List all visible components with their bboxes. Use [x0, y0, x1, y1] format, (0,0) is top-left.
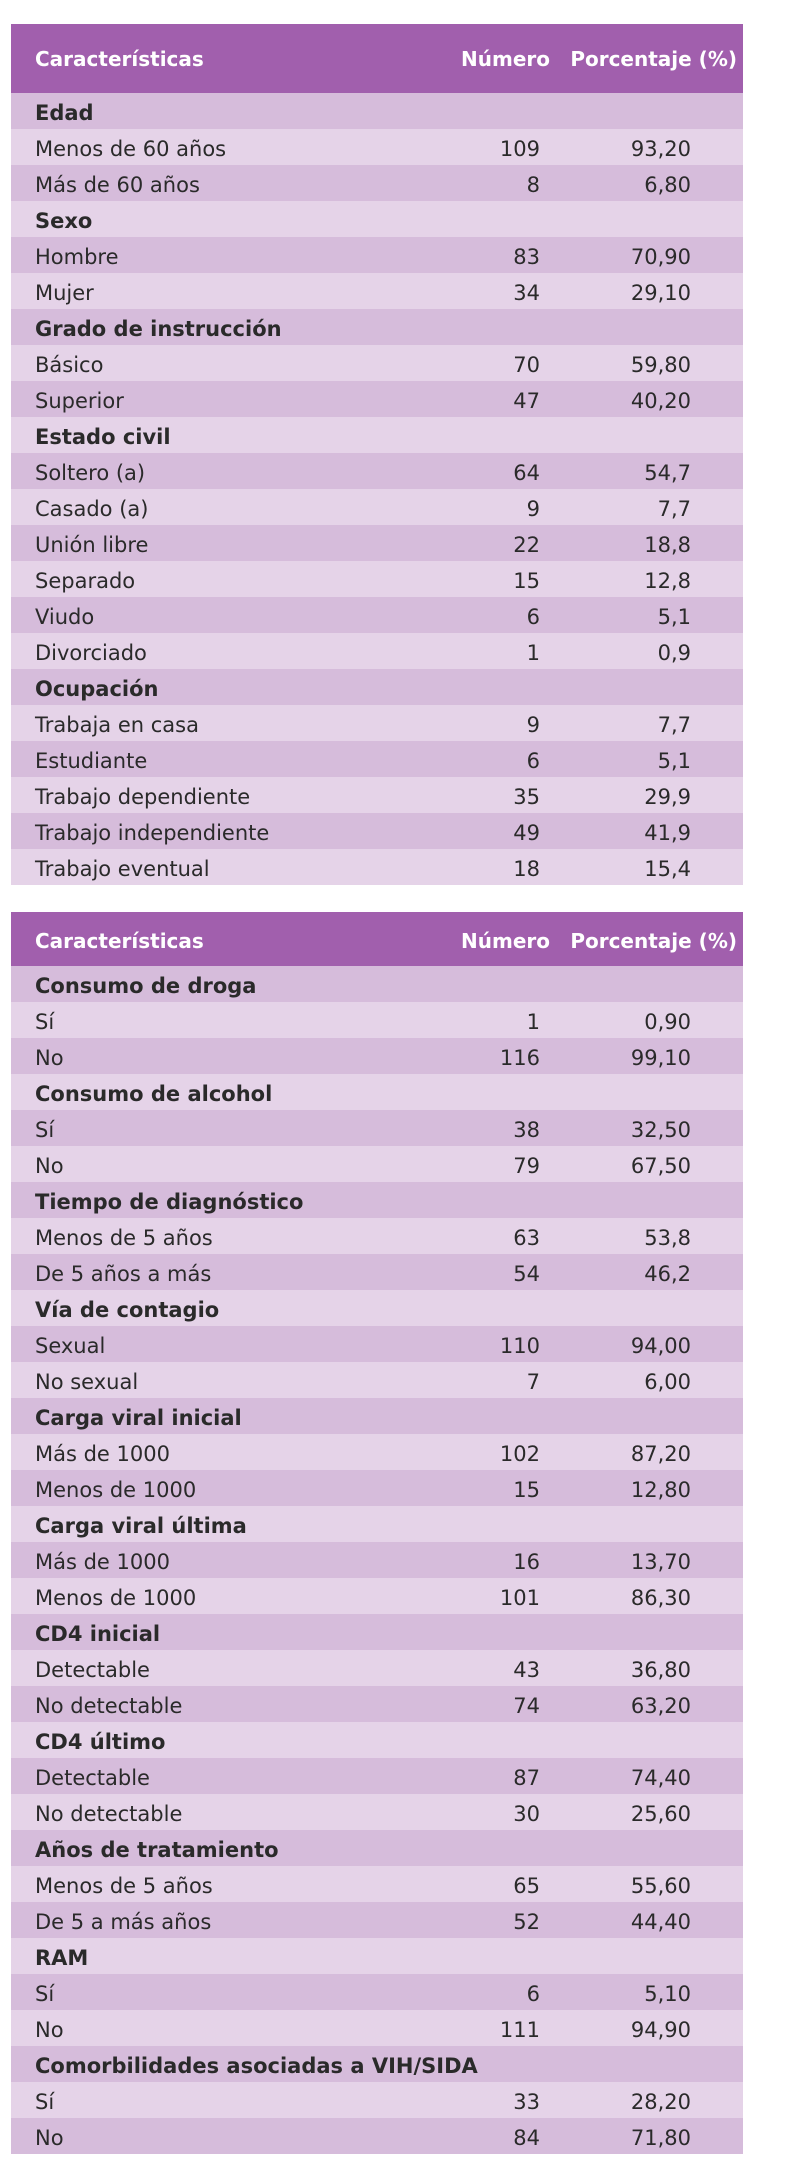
cell-percentage: 0,90 — [644, 1010, 691, 1034]
cell-number: 6 — [526, 1982, 540, 2006]
cell-number: 49 — [513, 821, 540, 845]
cell-percentage: 41,9 — [644, 821, 691, 845]
table-row — [11, 489, 743, 525]
cell-characteristic: No — [35, 2126, 64, 2150]
cell-number: 8 — [526, 173, 540, 197]
table-row — [11, 1650, 743, 1686]
cell-characteristic: Menos de 1000 — [35, 1586, 197, 1610]
cell-percentage: 36,80 — [630, 1658, 691, 1682]
cell-number: 6 — [526, 605, 540, 629]
cell-percentage: 12,8 — [644, 569, 691, 593]
table-row — [11, 165, 743, 201]
cell-percentage: 25,60 — [630, 1802, 691, 1826]
cell-percentage: 94,00 — [630, 1334, 691, 1358]
cell-characteristic: Carga viral inicial — [35, 1406, 242, 1430]
cell-characteristic: Detectable — [35, 1658, 150, 1682]
cell-characteristic: Sexual — [35, 1334, 106, 1358]
cell-percentage: 63,20 — [630, 1694, 691, 1718]
cell-percentage: 6,80 — [644, 173, 691, 197]
table-row — [11, 561, 743, 597]
cell-number: 6 — [526, 749, 540, 773]
table-row — [11, 597, 743, 633]
table-row — [11, 1866, 743, 1902]
table-row — [11, 1434, 743, 1470]
cell-characteristic: Soltero (a) — [35, 461, 146, 485]
cell-percentage: 13,70 — [630, 1550, 691, 1574]
table-row — [11, 345, 743, 381]
table-row — [11, 1578, 743, 1614]
cell-number: 1 — [526, 1010, 540, 1034]
cell-percentage: 40,20 — [630, 389, 691, 413]
cell-characteristic: Detectable — [35, 1766, 150, 1790]
cell-characteristic: Menos de 5 años — [35, 1226, 213, 1250]
cell-percentage: 86,30 — [630, 1586, 691, 1610]
cell-characteristic: No — [35, 1046, 64, 1070]
header-characteristics: Características — [35, 929, 204, 953]
cell-percentage: 94,90 — [630, 2018, 691, 2042]
cell-number: 109 — [499, 137, 540, 161]
table-row — [11, 1254, 743, 1290]
category-row — [11, 1506, 743, 1542]
cell-number: 116 — [499, 1046, 540, 1070]
cell-number: 34 — [513, 281, 540, 305]
cell-characteristic: Viudo — [35, 605, 95, 629]
category-row — [11, 201, 743, 237]
category-row — [11, 1398, 743, 1434]
cell-number: 64 — [513, 461, 540, 485]
table-row — [11, 1002, 743, 1038]
cell-number: 33 — [513, 2090, 540, 2114]
table-body — [11, 966, 743, 2154]
cell-percentage: 71,80 — [630, 2126, 691, 2150]
cell-characteristic: Menos de 60 años — [35, 137, 227, 161]
cell-percentage: 53,8 — [644, 1226, 691, 1250]
cell-characteristic: RAM — [35, 1946, 89, 1970]
cell-number: 18 — [513, 857, 540, 881]
cell-characteristic: CD4 inicial — [35, 1622, 161, 1646]
category-row — [11, 1614, 743, 1650]
cell-percentage: 87,20 — [630, 1442, 691, 1466]
cell-characteristic: Tiempo de diagnóstico — [35, 1190, 304, 1214]
cell-characteristic: Trabajo dependiente — [35, 785, 251, 809]
cell-percentage: 5,1 — [657, 605, 691, 629]
cell-percentage: 12,80 — [630, 1478, 691, 1502]
cell-characteristic: Más de 1000 — [35, 1442, 170, 1466]
cell-percentage: 18,8 — [644, 533, 691, 557]
cell-number: 16 — [513, 1550, 540, 1574]
table-row — [11, 777, 743, 813]
cell-number: 84 — [513, 2126, 540, 2150]
cell-characteristic: Sí — [35, 2090, 55, 2114]
cell-number: 7 — [526, 1370, 540, 1394]
cell-characteristic: Trabajo eventual — [35, 857, 210, 881]
cell-number: 30 — [513, 1802, 540, 1826]
table-body — [11, 93, 743, 885]
table-row — [11, 1686, 743, 1722]
cell-number: 110 — [499, 1334, 540, 1358]
cell-characteristic: Menos de 1000 — [35, 1478, 197, 1502]
cell-number: 22 — [513, 533, 540, 557]
cell-number: 9 — [526, 497, 540, 521]
table-row — [11, 1038, 743, 1074]
cell-percentage: 32,50 — [630, 1118, 691, 1142]
table-row — [11, 1218, 743, 1254]
header-number: Número — [461, 47, 550, 71]
table-row — [11, 1758, 743, 1794]
cell-number: 15 — [513, 569, 540, 593]
table-row — [11, 1794, 743, 1830]
table-row — [11, 273, 743, 309]
cell-number: 1 — [526, 641, 540, 665]
table-header — [11, 912, 743, 966]
cell-characteristic: Trabaja en casa — [35, 713, 199, 737]
table-row — [11, 1110, 743, 1146]
cell-number: 63 — [513, 1226, 540, 1250]
table-row — [11, 741, 743, 777]
cell-characteristic: No detectable — [35, 1802, 183, 1826]
table-row — [11, 813, 743, 849]
cell-number: 9 — [526, 713, 540, 737]
cell-characteristic: Divorciado — [35, 641, 147, 665]
category-row — [11, 669, 743, 705]
header-percentage: Porcentaje (%) — [570, 47, 737, 71]
category-row — [11, 1290, 743, 1326]
table-row — [11, 1362, 743, 1398]
cell-number: 101 — [499, 1586, 540, 1610]
header-number: Número — [461, 929, 550, 953]
table-row — [11, 1542, 743, 1578]
cell-number: 52 — [513, 1910, 540, 1934]
cell-percentage: 44,40 — [630, 1910, 691, 1934]
table-row — [11, 237, 743, 273]
characteristics-table-2 — [11, 912, 743, 2172]
cell-characteristic: De 5 a más años — [35, 1910, 212, 1934]
cell-number: 79 — [513, 1154, 540, 1178]
cell-number: 15 — [513, 1478, 540, 1502]
category-row — [11, 309, 743, 345]
cell-percentage: 0,9 — [657, 641, 691, 665]
cell-percentage: 7,7 — [657, 497, 691, 521]
cell-number: 35 — [513, 785, 540, 809]
cell-number: 65 — [513, 1874, 540, 1898]
cell-characteristic: CD4 último — [35, 1730, 166, 1754]
cell-characteristic: No detectable — [35, 1694, 183, 1718]
cell-characteristic: No sexual — [35, 1370, 139, 1394]
cell-percentage: 7,7 — [657, 713, 691, 737]
category-row — [11, 417, 743, 453]
cell-characteristic: Básico — [35, 353, 104, 377]
table-row — [11, 381, 743, 417]
cell-characteristic: Unión libre — [35, 533, 149, 557]
cell-percentage: 70,90 — [630, 245, 691, 269]
cell-characteristic: Consumo de droga — [35, 974, 257, 998]
header-characteristics: Características — [35, 47, 204, 71]
cell-characteristic: Trabajo independiente — [35, 821, 270, 845]
table-row — [11, 525, 743, 561]
cell-characteristic: Consumo de alcohol — [35, 1082, 273, 1106]
cell-characteristic: Sí — [35, 1010, 55, 1034]
cell-percentage: 29,9 — [644, 785, 691, 809]
cell-percentage: 15,4 — [644, 857, 691, 881]
cell-characteristic: De 5 años a más — [35, 1262, 212, 1286]
cell-characteristic: Sí — [35, 1982, 55, 2006]
cell-number: 102 — [499, 1442, 540, 1466]
cell-characteristic: Sí — [35, 1118, 55, 1142]
table-row — [11, 1326, 743, 1362]
category-row — [11, 1074, 743, 1110]
table-row — [11, 129, 743, 165]
table-row — [11, 1902, 743, 1938]
cell-characteristic: Carga viral última — [35, 1514, 247, 1538]
category-row — [11, 1938, 743, 1974]
table-row — [11, 2082, 743, 2118]
cell-percentage: 46,2 — [644, 1262, 691, 1286]
table-row — [11, 2010, 743, 2046]
cell-percentage: 5,1 — [657, 749, 691, 773]
category-row — [11, 93, 743, 129]
cell-number: 54 — [513, 1262, 540, 1286]
cell-characteristic: Hombre — [35, 245, 119, 269]
cell-characteristic: Estudiante — [35, 749, 148, 773]
cell-number: 43 — [513, 1658, 540, 1682]
cell-percentage: 28,20 — [630, 2090, 691, 2114]
cell-characteristic: Años de tratamiento — [35, 1838, 279, 1862]
table-header — [11, 24, 743, 93]
cell-percentage: 59,80 — [630, 353, 691, 377]
cell-characteristic: No — [35, 1154, 64, 1178]
cell-percentage: 54,7 — [644, 461, 691, 485]
cell-number: 47 — [513, 389, 540, 413]
category-row — [11, 1830, 743, 1866]
category-row — [11, 2046, 743, 2082]
table-row — [11, 849, 743, 885]
cell-characteristic: Grado de instrucción — [35, 317, 282, 341]
cell-characteristic: Superior — [35, 389, 124, 413]
cell-characteristic: Sexo — [35, 209, 93, 233]
category-row — [11, 1722, 743, 1758]
table-row — [11, 453, 743, 489]
table-row — [11, 2118, 743, 2154]
cell-number: 87 — [513, 1766, 540, 1790]
cell-characteristic: Vía de contagio — [35, 1298, 220, 1322]
cell-characteristic: Comorbilidades asociadas a VIH/SIDA — [35, 2054, 478, 2078]
table-row — [11, 1470, 743, 1506]
cell-number: 70 — [513, 353, 540, 377]
table-row — [11, 1146, 743, 1182]
cell-percentage: 29,10 — [630, 281, 691, 305]
cell-characteristic: Más de 60 años — [35, 173, 200, 197]
cell-characteristic: Más de 1000 — [35, 1550, 170, 1574]
category-row — [11, 966, 743, 1002]
cell-characteristic: Mujer — [35, 281, 94, 305]
cell-percentage: 99,10 — [630, 1046, 691, 1070]
table-row — [11, 705, 743, 741]
table-row — [11, 633, 743, 669]
cell-characteristic: Edad — [35, 101, 94, 125]
table-row — [11, 1974, 743, 2010]
cell-number: 38 — [513, 1118, 540, 1142]
cell-percentage: 5,10 — [644, 1982, 691, 2006]
cell-characteristic: Ocupación — [35, 677, 159, 701]
cell-percentage: 67,50 — [630, 1154, 691, 1178]
cell-characteristic: Separado — [35, 569, 136, 593]
cell-percentage: 93,20 — [630, 137, 691, 161]
cell-percentage: 55,60 — [630, 1874, 691, 1898]
header-percentage: Porcentaje (%) — [570, 929, 737, 953]
cell-number: 83 — [513, 245, 540, 269]
characteristics-table-1 — [11, 24, 743, 897]
cell-characteristic: No — [35, 2018, 64, 2042]
cell-characteristic: Estado civil — [35, 425, 171, 449]
cell-number: 111 — [499, 2018, 540, 2042]
cell-characteristic: Casado (a) — [35, 497, 149, 521]
category-row — [11, 1182, 743, 1218]
cell-number: 74 — [513, 1694, 540, 1718]
cell-percentage: 74,40 — [630, 1766, 691, 1790]
cell-characteristic: Menos de 5 años — [35, 1874, 213, 1898]
cell-percentage: 6,00 — [644, 1370, 691, 1394]
